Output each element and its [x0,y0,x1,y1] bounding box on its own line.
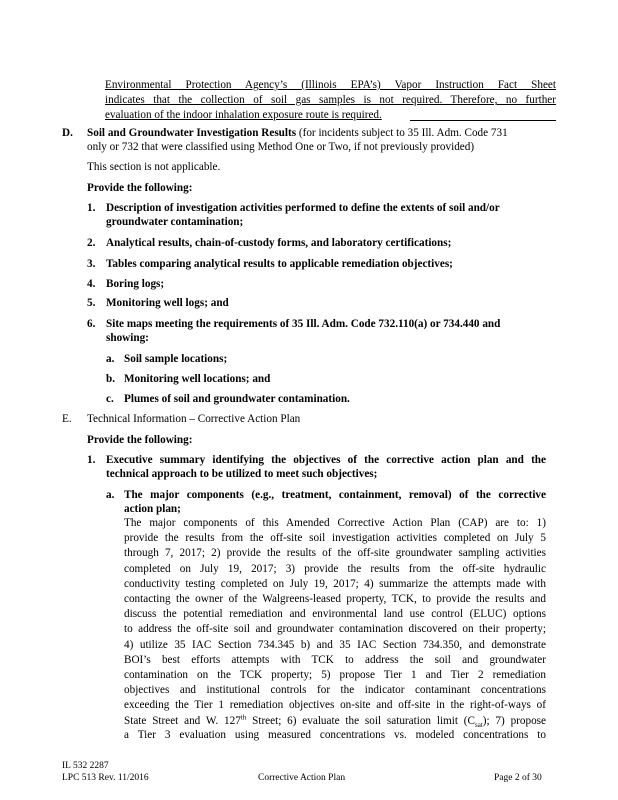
body-line-14 [124,714,546,728]
body-line-12: objectives and institutional controls for the indicator contaminant concentrations [124,684,546,697]
e-item-1-line2: technical approach to be utilized to meet such objectives; [106,468,378,480]
d-item-2-num: 2. [87,237,96,249]
body-line-3: through 7, 2017; 2) provide the results of the off-site groundwater sampling activities [124,547,546,560]
d-item-3-num: 3. [87,258,96,270]
intro-line-1: Environmental Protection Agency’s (Illinois EPA’s) Vapor Instruction Fact Sheet [105,79,556,91]
body-line-2: provide the results from the off-site soil investigation activities completed on July 5 [124,532,546,545]
e-item-1-line1: Executive summary identifying the objectives of the corrective action plan and the [106,454,546,466]
d-item-1-line2: groundwater contamination; [106,216,244,228]
d-item-6-line1: Site maps meeting the requirements of 35 Ill. Adm. Code 732.110(a) or 734.440 and [106,318,501,330]
body-line-14-sup: th [240,713,247,722]
e-sub-a-letter: a. [106,489,115,501]
body-line-11: contamination on the TCK property; 5) propose Tier 1 and Tier 2 remediation [124,669,546,681]
body-line-14-c: ); 7) propose [482,715,546,727]
d-item-4-text: Boring logs; [106,278,165,290]
d-item-4-num: 4. [87,278,96,290]
d-subitem-b-letter: b. [106,373,116,385]
intro-line-2: indicates that the collection of soil gas samples is not required. Therefore, no further [105,94,556,106]
body-line-9: 4) utilize 35 IAC Section 734.345 b) and 35 IAC Section 734.350, and demonstrate [124,638,546,651]
footer-center-title: Corrective Action Plan [258,773,346,783]
footer-form-rev: LPC 513 Rev. 11/2016 [62,773,149,783]
body-line-6: contacting the owner of the Walgreens-leased property, TCK, to provide the results and [124,593,546,605]
d-item-5-num: 5. [87,297,96,309]
d-subitem-c-text: Plumes of soil and groundwater contamination. [124,393,350,405]
not-applicable-text: This section is not applicable. [87,161,221,173]
section-d-provide: Provide the following: [87,182,193,194]
body-line-14-sub: sat [474,721,483,730]
d-subitem-b-text: Monitoring well locations; and [124,373,271,385]
section-e-title: Technical Information – Corrective Action Plan [87,413,301,425]
body-line-14-b: Street; 6) evaluate the soil saturation limit (C [246,715,475,727]
body-line-14-a: State Street and W. 127 [124,715,241,727]
d-item-1-line1: Description of investigation activities performed to define the extents of soil and/or [106,202,500,214]
body-line-10: BOI’s best efforts attempts with TCK to address the soil and groundwater [124,653,546,666]
d-item-2-text: Analytical results, chain-of-custody forms, and laboratory certifications; [106,237,452,249]
intro-fill-rule [410,120,556,121]
e-sub-a-line2: action plan; [124,503,181,515]
intro-line-3: evaluation of the indoor inhalation exposure route is required. [105,109,382,121]
body-line-5: conductivity testing completed on July 19, 2017; 4) summarize the attempts made with [124,577,546,590]
d-subitem-a-letter: a. [106,353,115,365]
body-line-15: a Tier 3 evaluation using measured concentrations vs. modeled concentrations to [124,729,546,741]
section-e-provide: Provide the following: [87,434,193,446]
body-line-8: to address the off-site soil and groundwater contamination discovered on their property; [124,623,546,636]
body-line-4: completed on July 19, 2017; 3) provide the results from the off-site hydraulic [124,562,546,575]
section-d-heading [87,126,508,140]
d-item-6-num: 6. [87,318,96,330]
section-d-note-2: only or 732 that were classified using Method One or Two, if not previously provided) [87,141,475,153]
body-line-7: discuss the potential remediation and environmental land use control (ELUC) options [124,608,546,621]
section-d-title: Soil and Groundwater Investigation Results [87,127,297,139]
d-item-6-line2: showing: [106,332,149,344]
d-subitem-a-text: Soil sample locations; [124,353,228,365]
d-subitem-c-letter: c. [106,393,114,405]
d-item-3-text: Tables comparing analytical results to applicable remediation objectives; [106,258,453,270]
body-line-13: exceeding the Tier 1 remediation objectives on-site and off-site in the right-of-ways of [124,699,546,712]
section-d-note-1: (for incidents subject to 35 Ill. Adm. Code 731 [298,127,508,139]
d-item-5-text: Monitoring well logs; and [106,297,229,309]
d-item-1-num: 1. [87,202,96,214]
section-e-letter: E. [62,413,72,425]
section-d-letter: D. [62,127,73,139]
footer-page-number: Page 2 of 30 [494,773,542,783]
e-item-1-num: 1. [87,454,96,466]
body-line-1: The major components of this Amended Corrective Action Plan (CAP) are to: 1) [124,517,546,529]
e-sub-a-line1: The major components (e.g., treatment, containment, removal) of the corrective [124,489,546,501]
footer-form-id: IL 532 2287 [62,761,109,771]
